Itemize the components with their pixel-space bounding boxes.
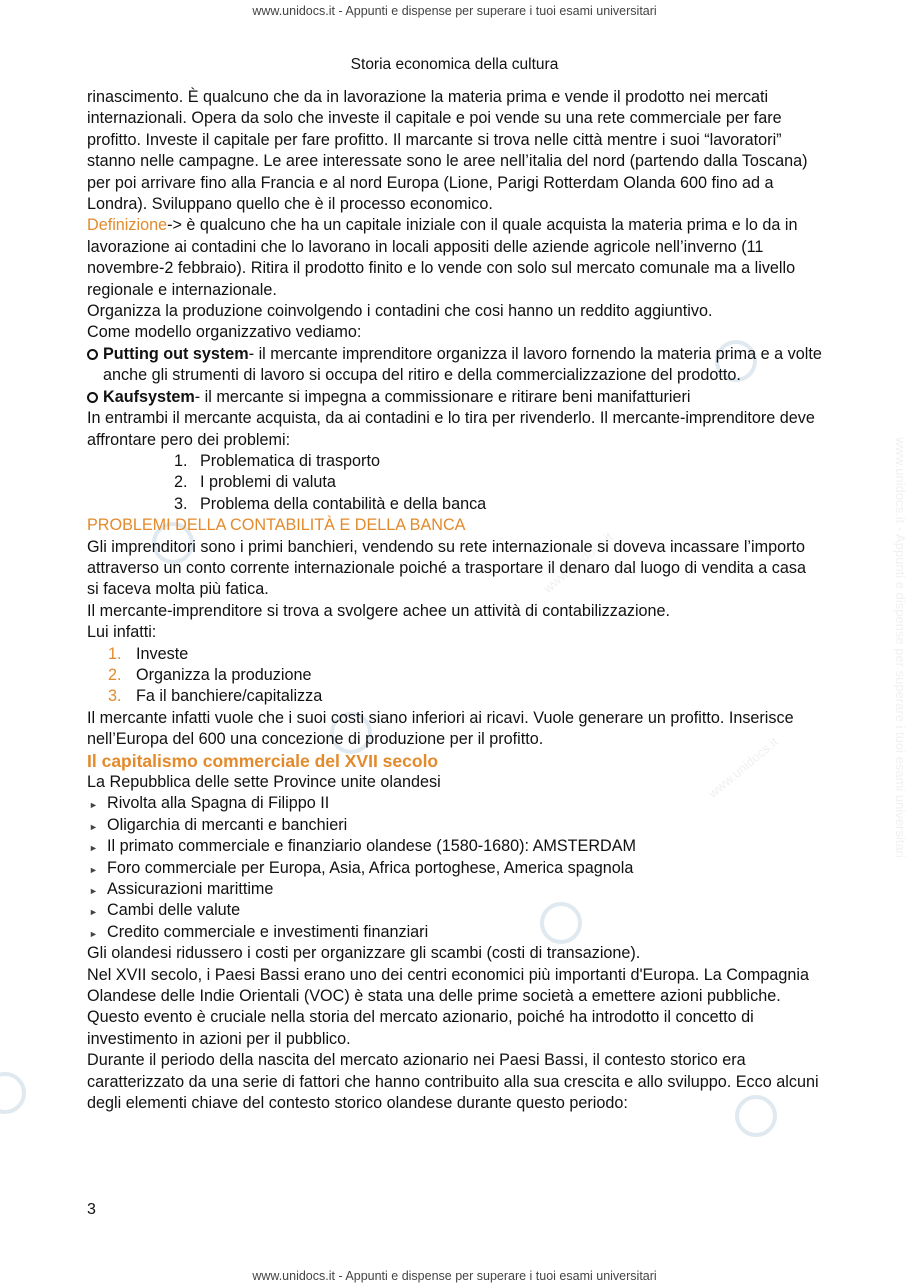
actions-list [87,644,822,708]
definition-text: -> è qualcuno che ha un capitale iniziale con il quale acquista la materia prima e lo da in lavorazione ai contadini che lo lavorano in locali appositi delle aziende agricole nell’inverno (11 novembre-2 febbraio). Ritira il prodotto finito e lo vende con solo sul mercato comunale ma a livello regionale e internazionale. [87,216,798,299]
watermark-side-right: www.unidocs.it - Appunti e dispense per superare i tuoi esami universitari [892,437,908,858]
list-item [87,387,822,408]
list-number: 1. [108,644,122,663]
voc-paragraph: Nel XVII secolo, i Paesi Bassi erano uno dei centri economici più importanti d'Europa. La Compagnia Olandese delle Indie Orientali (VOC) è stata una delle prime società a emettere azioni pubbliche. Questo evento è cruciale nella storia del mercato azionario, poiché ha introdotto il concetto di investimento in azioni per il pubblico. [87,965,810,1048]
list-item [87,922,822,943]
system-text: - il mercante imprenditore organizza il lavoro fornendo la materia prima e a volte anche gli strumenti di lavoro si occupa del ritiro e della commercializzazione del prodotto. [103,344,822,385]
section-heading-capitalismo: Il capitalismo commerciale del XVII secolo [87,750,439,771]
system-term: Kaufsystem [103,387,195,406]
page-number: 3 [87,1201,96,1218]
top-banner: www.unidocs.it - Appunti e dispense per superare i tuoi esami universitari [252,4,657,18]
points-list [87,793,822,943]
list-item [87,644,822,665]
list-text: Problematica di trasporto [200,451,380,470]
list-text: Problema della contabilità e della banca [200,494,487,513]
list-item [87,451,822,472]
modello-paragraph: Come modello organizzativo vediamo: [87,323,362,342]
triangle-bullet-icon: ► [89,928,98,939]
triangle-bullet-icon: ► [89,843,98,854]
olandesi-paragraph: Gli olandesi ridussero i costi per organizzare gli scambi (costi di transazione). [87,944,641,963]
circle-bullet-icon [87,392,98,403]
list-item [87,815,822,836]
list-item [87,344,822,387]
section-heading-contabilita: PROBLEMI DELLA CONTABILITÀ E DELLA BANCA [87,516,466,535]
triangle-bullet-icon: ► [89,800,98,811]
repubblica-paragraph: La Repubblica delle sette Province unite olandesi [87,773,441,791]
entrambi-paragraph: In entrambi il mercante acquista, da ai contadini e lo tira per rivenderlo. Il mercante-imprenditore deve affrontare pero dei problemi: [87,409,815,449]
intro-paragraph: rinascimento. È qualcuno che da in lavorazione la materia prima e vende il prodotto nei mercati internazionali. Opera da solo che investe il capitale e poi vende su una rete commerciale per fare profitto. Investe il capitale per fare profitto. Il marcante si trova nelle città mentre i suoi “lavoratori” stanno nelle campagne. Le aree interessate sono le aree nell’italia del nord (partendo dalla Toscana) per poi arrivare fino alla Francia e al nord Europa (Lione, Parigi Rotterdam Olanda 600 fino ad a Londra). Sviluppano quello che è il processo economico. [87,88,808,214]
triangle-bullet-icon: ► [89,907,98,918]
list-item [87,879,822,900]
organizza-paragraph: Organizza la produzione coinvolgendo i contadini che cosi hanno un reddito aggiuntivo. [87,302,713,321]
bottom-banner: www.unidocs.it - Appunti e dispense per superare i tuoi esami universitari [252,1269,657,1283]
triangle-bullet-icon: ► [89,821,98,832]
systems-list [87,344,822,408]
list-text: Assicurazioni marittime [107,880,274,899]
definition-paragraph [87,215,822,301]
list-item [87,665,822,686]
list-item [87,472,822,493]
problems-list [87,451,822,515]
list-text: Cambi delle valute [107,901,241,920]
list-item [87,900,822,921]
profitto-paragraph: Il mercante infatti vuole che i suoi costi siano inferiori ai ricavi. Vuole generare un profitto. Inserisce nell’Europa del 600 una concezione di produzione per il profitto. [87,708,794,749]
list-text: Organizza la produzione [136,665,312,684]
triangle-bullet-icon: ► [89,864,98,875]
list-item [87,494,822,515]
list-item [87,793,822,814]
triangle-bullet-icon: ► [89,886,98,897]
banchieri-paragraph: Gli imprenditori sono i primi banchieri, vendendo su rete internazionale si doveva incassare l’importo attraverso un conto corrente internazionale poiché a trasportare il denaro dal luogo di vendita a casa si faceva molta più fatica. [87,537,806,599]
list-text: Il primato commerciale e finanziario olandese (1580-1680): AMSTERDAM [107,837,637,856]
system-term: Putting out system [103,344,249,363]
list-number: 2. [108,665,122,684]
list-text: Oligarchia di mercanti e banchieri [107,815,348,834]
list-text: Credito commerciale e investimenti finanziari [107,922,429,941]
list-number: 3. [174,494,188,513]
contesto-paragraph: Durante il periodo della nascita del mercato azionario nei Paesi Bassi, il contesto storico era caratterizzato da una serie di fattori che hanno contribuito alla sua crescita e allo sviluppo. Ecco alcuni degli elementi chiave del contesto storico olandese durante questo periodo: [87,1051,819,1113]
list-number: 1. [174,451,188,470]
lui-infatti-label: Lui infatti: [87,623,157,642]
page-content [87,87,822,1115]
definition-label: Definizione [87,216,168,235]
list-text: Investe [136,644,189,663]
list-text: Fa il banchiere/capitalizza [136,687,323,706]
list-text: Rivolta alla Spagna di Filippo II [107,794,330,813]
list-number: 3. [108,687,122,706]
list-item [87,858,822,879]
list-item [87,836,822,857]
contabilizzazione-paragraph: Il mercante-imprenditore si trova a svolgere achee un attività di contabilizzazione. [87,601,671,620]
circle-bullet-icon [87,349,98,360]
running-header: Storia economica della cultura [350,56,559,73]
list-text: I problemi di valuta [200,473,336,492]
list-item [87,686,822,707]
watermark-diagonal: www.unidocs.it [540,529,616,596]
list-text: Foro commerciale per Europa, Asia, Africa portoghese, America spagnola [107,858,634,877]
list-number: 2. [174,473,188,492]
watermark-logo-icon [0,1072,26,1114]
watermark-diagonal: www.unidocs.it [705,734,781,801]
system-text: - il mercante si impegna a commissionare e ritirare beni manifatturieri [194,387,691,406]
